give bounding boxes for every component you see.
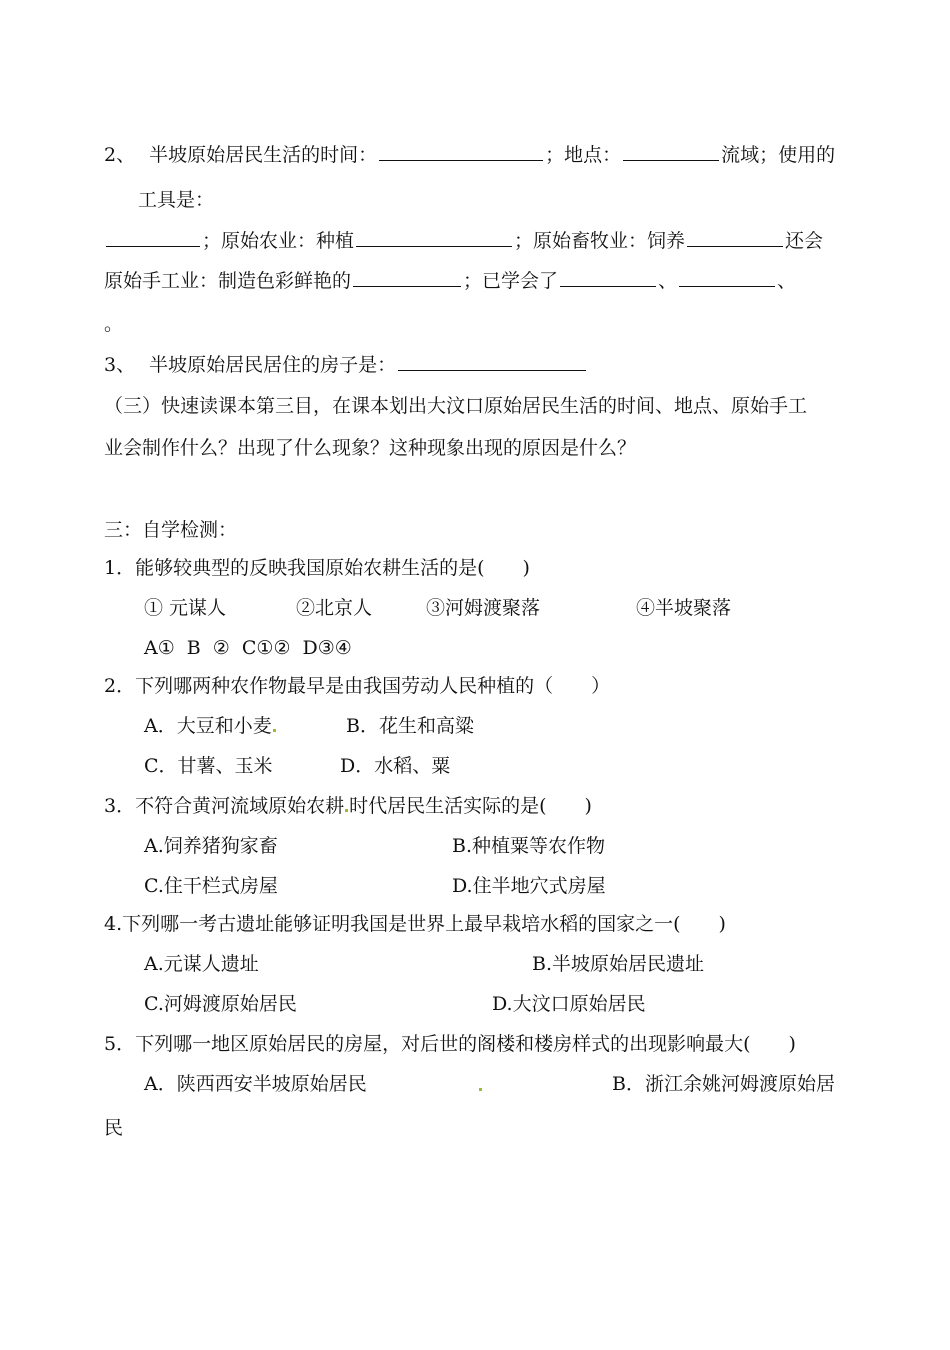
test-q4-option-b[interactable]: B.半坡原始居民遗址 <box>532 953 705 975</box>
test-q2-stem: 2．下列哪两种农作物最早是由我国劳动人民种植的（ ） <box>104 675 611 697</box>
q2-line3 <box>104 228 823 253</box>
test-q2-option-b[interactable]: B．花生和高粱 <box>346 715 474 737</box>
test-q2-option-d[interactable]: D．水稻、粟 <box>340 755 451 777</box>
husbandry-label: ；原始畜牧业：饲养 <box>514 230 686 252</box>
house-blank[interactable] <box>398 352 586 371</box>
q2-line5 <box>104 312 123 336</box>
part3-line1: （三）快速读课本第三目，在课本划出大汶口原始居民生活的时间、地点、原始手工 <box>104 395 808 417</box>
q3-line <box>104 352 588 377</box>
test-q3-stem <box>104 794 592 818</box>
end-mark: 。 <box>104 313 124 335</box>
stem-part-b: 时代居民生活实际的是( ) <box>349 795 592 817</box>
test-q1-item-1[interactable]: ① 元谋人 <box>144 597 227 619</box>
tools-label: 工具是： <box>138 189 215 211</box>
test-q5-option-b-continued: 民 <box>104 1117 124 1139</box>
test-q5-stem: 5．下列哪一地区原始居民的房屋，对后世的阁楼和楼房样式的出现影响最大( ) <box>104 1033 796 1055</box>
q3-number: 3、 <box>104 354 136 376</box>
mark-dot <box>479 1088 482 1091</box>
q2-line1 <box>104 142 835 167</box>
craft-label: 原始手工业：制造色彩鲜艳的 <box>104 270 352 292</box>
test-q5-option-a[interactable]: A．陕西西安半坡原始居民 <box>144 1073 367 1095</box>
test-q4-option-a[interactable]: A.元谋人遗址 <box>144 953 259 975</box>
pottery-blank[interactable] <box>353 268 461 287</box>
test-q3-option-c[interactable]: C.住干栏式房屋 <box>144 875 278 897</box>
test-q1-item-3[interactable]: ③河姆渡聚落 <box>426 597 541 619</box>
test-q3-option-b[interactable]: B.种植粟等农作物 <box>452 835 606 857</box>
mark-dot <box>273 729 276 732</box>
learned-label: ；已学会了 <box>463 270 559 292</box>
tools-blank[interactable] <box>106 228 200 247</box>
skill-blank-1[interactable] <box>560 268 656 287</box>
stem-part-a: 3．不符合黄河流域原始农耕 <box>104 795 345 817</box>
test-q4-stem: 4.下列哪一考古遗址能够证明我国是世界上最早栽培水稻的国家之一( ) <box>104 913 726 935</box>
livestock-blank[interactable] <box>687 228 783 247</box>
test-q2-option-c[interactable]: C．甘薯、玉米 <box>144 755 273 777</box>
mark-dot <box>345 809 348 812</box>
place-blank[interactable] <box>623 142 719 161</box>
test-q4-option-d[interactable]: D.大汶口原始居民 <box>492 993 646 1015</box>
q2-number: 2、 <box>104 144 136 166</box>
q2-line4 <box>104 268 796 293</box>
separator: 、 <box>658 270 678 292</box>
skill-blank-2[interactable] <box>679 268 775 287</box>
q2-time-label: 半坡原始居民生活的时间： <box>149 144 378 166</box>
part3-line2: 业会制作什么？出现了什么现象？这种现象出现的原因是什么？ <box>104 437 637 459</box>
test-q5-option-b[interactable]: B．浙江余姚河姆渡原始居 <box>612 1073 835 1095</box>
test-q4-option-c[interactable]: C.河姆渡原始居民 <box>144 993 297 1015</box>
q3-text: 半坡原始居民居住的房子是： <box>149 354 397 376</box>
self-test-heading: 三：自学检测： <box>104 519 238 541</box>
option-a-text: A．大豆和小麦 <box>144 715 272 737</box>
agriculture-label: ；原始农业：种植 <box>202 230 355 252</box>
separator: 、 <box>777 270 797 292</box>
crop-blank[interactable] <box>356 228 512 247</box>
q2-line2 <box>138 188 214 212</box>
test-q3-option-a[interactable]: A.饲养猪狗家畜 <box>144 835 278 857</box>
test-q1-item-4[interactable]: ④半坡聚落 <box>636 597 732 619</box>
basin-label: 流域；使用的 <box>721 144 836 166</box>
test-q3-option-d[interactable]: D.住半地穴式房屋 <box>452 875 606 897</box>
test-q1-answers[interactable]: A① B ② C①② D③④ <box>144 637 352 659</box>
test-q1-item-2[interactable]: ②北京人 <box>296 597 373 619</box>
test-q2-option-a[interactable] <box>144 714 277 738</box>
also-label: 还会 <box>785 230 824 252</box>
place-label: ；地点： <box>545 144 622 166</box>
time-blank[interactable] <box>379 142 543 161</box>
test-q1-stem: 1．能够较典型的反映我国原始农耕生活的是( ) <box>104 557 530 579</box>
